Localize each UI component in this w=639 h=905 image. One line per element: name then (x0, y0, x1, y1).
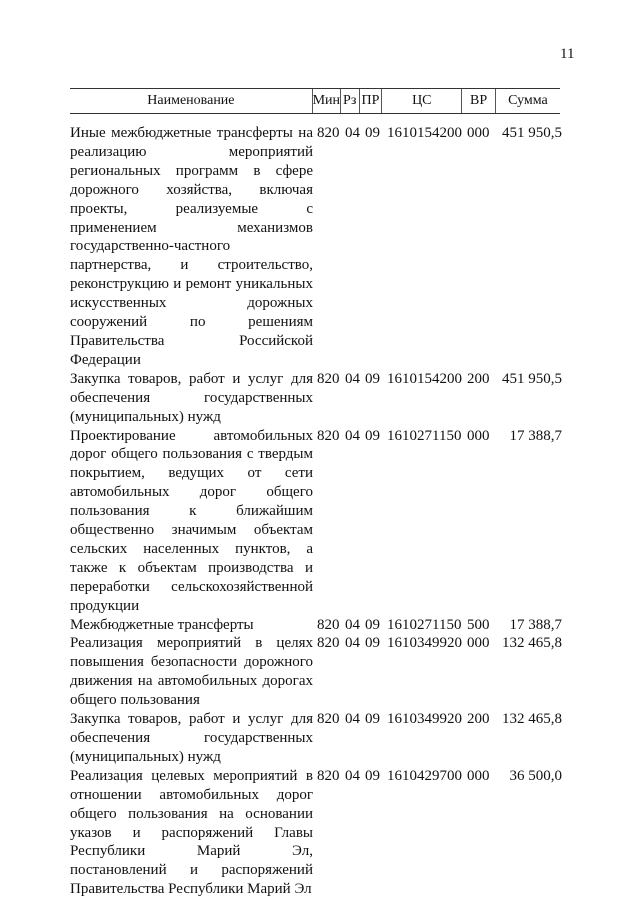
cell-pr: 09 (365, 635, 380, 652)
cell-pr: 09 (365, 370, 380, 387)
cell-vr: 200 (467, 370, 490, 387)
cell-sum: 132 465,8 (502, 635, 562, 652)
table-body (70, 124, 562, 899)
cell-cs: 1610349920 (387, 635, 462, 652)
cell-name: Реализация целевых мероприятий в отношении автомобильных дорог общего пользования на основании указов и распоряжений Главы Республики Марий Эл, постановлений и распоряжений Правительства Республики Марий Эл (70, 767, 313, 898)
table-row (70, 370, 562, 427)
cell-pr: 09 (365, 711, 380, 728)
header-vr: ВР (462, 89, 496, 113)
cell-cs: 1610154200 (387, 125, 462, 141)
cell-rz: 04 (345, 616, 360, 633)
cell-pr: 09 (365, 616, 380, 633)
cell-name: Закупка товаров, работ и услуг для обеспечения государственных (муниципальных) нужд (70, 370, 313, 425)
cell-vr: 500 (467, 616, 490, 633)
cell-name: Закупка товаров, работ и услуг для обеспечения государственных (муниципальных) нужд (70, 711, 313, 765)
cell-min: 820 (317, 711, 340, 728)
cell-sum: 17 388,7 (509, 427, 562, 444)
table-row (70, 767, 562, 899)
cell-cs: 1610349920 (387, 711, 462, 728)
cell-sum: 451 950,5 (502, 370, 562, 387)
cell-min: 820 (317, 125, 340, 141)
cell-vr: 000 (467, 427, 490, 444)
cell-vr: 000 (467, 635, 490, 652)
table-row (70, 427, 562, 616)
header-rz: Рз (341, 89, 360, 113)
cell-min: 820 (317, 427, 340, 444)
cell-vr: 000 (467, 767, 490, 784)
cell-pr: 09 (365, 125, 380, 141)
header-cs: ЦС (382, 89, 462, 113)
cell-cs: 1610154200 (387, 370, 462, 387)
cell-min: 820 (317, 616, 340, 633)
cell-min: 820 (317, 370, 340, 387)
table-row (70, 124, 562, 370)
page-number: 11 (560, 46, 575, 62)
cell-sum: 132 465,8 (502, 711, 562, 728)
cell-vr: 000 (467, 125, 490, 141)
table-row (70, 616, 562, 635)
cell-pr: 09 (365, 767, 380, 784)
header-sum: Сумма (508, 93, 548, 108)
cell-rz: 04 (345, 427, 360, 444)
cell-vr: 200 (467, 711, 490, 728)
cell-rz: 04 (345, 370, 360, 387)
header-min: Мин (313, 89, 341, 113)
cell-rz: 04 (345, 711, 360, 728)
cell-pr: 09 (365, 427, 380, 444)
cell-rz: 04 (345, 125, 360, 141)
cell-rz: 04 (345, 635, 360, 652)
cell-name: Межбюджетные трансферты (70, 616, 254, 633)
cell-sum: 36 500,0 (509, 767, 562, 784)
cell-cs: 1610271150 (387, 616, 462, 633)
cell-sum: 451 950,5 (502, 125, 562, 141)
cell-min: 820 (317, 635, 340, 652)
table-row (70, 710, 562, 767)
cell-name: Реализация мероприятий в целях повышения безопасности дорожного движения на автомобильных дорогах общего пользования (70, 635, 313, 709)
table-header (70, 88, 560, 114)
header-pr: ПР (360, 89, 383, 113)
header-name: Наименование (70, 89, 313, 113)
table-row (70, 634, 562, 710)
cell-sum: 17 388,7 (509, 616, 562, 633)
cell-name: Иные межбюджетные трансферты на реализацию мероприятий региональных программ в сфере дорожного хозяйства, включая проекты, реализуемые с применением механизмов государственно-частного партнерства, и строительство, реконструкцию и ремонт уникальных искусственных дорожных сооружений по решениям Правительства Российской Федерации (70, 125, 313, 368)
cell-cs: 1610429700 (387, 767, 462, 784)
cell-name: Проектирование автомобильных дорог общего пользования с твердым покрытием, ведущих от сети автомобильных дорог общего пользования к ближайшим общественно значимым объектам сельских населенных пунктов, а также к объектам производства и переработки сельскохозяйственной продукции (70, 427, 313, 614)
cell-cs: 1610271150 (387, 427, 462, 444)
cell-min: 820 (317, 767, 340, 784)
cell-rz: 04 (345, 767, 360, 784)
